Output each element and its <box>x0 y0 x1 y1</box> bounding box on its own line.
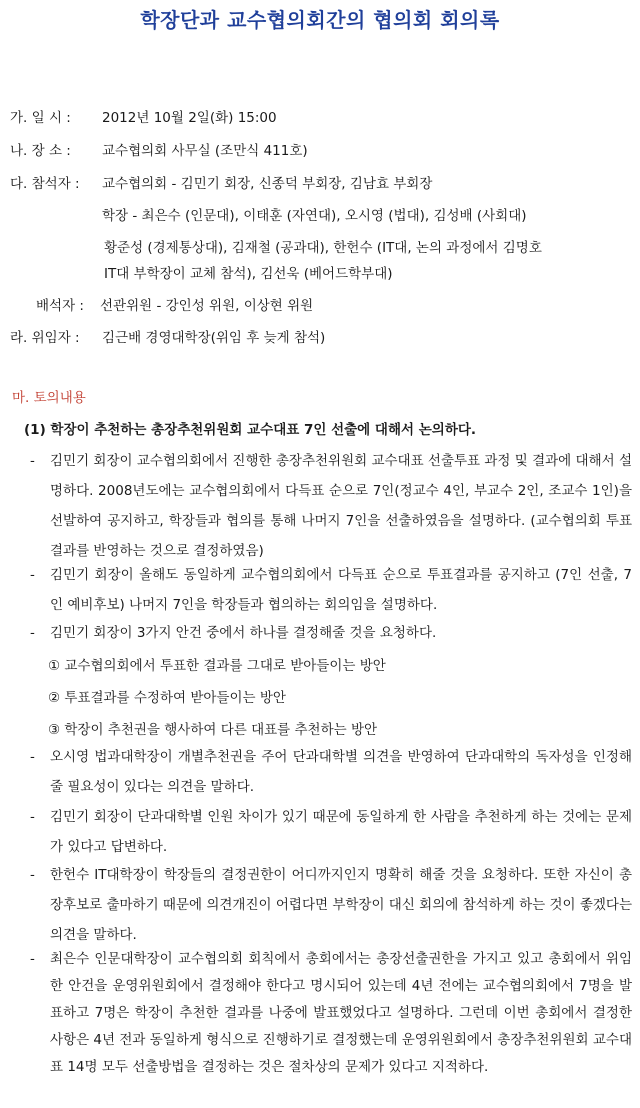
delegate-value: 김근배 경영대학장(위임 후 늦게 참석) <box>102 330 326 346</box>
bullet-dash: - <box>30 453 35 469</box>
discussion-item-text: 김민기 회장이 3가지 안건 중에서 하나를 결정해줄 것을 요청하다. <box>50 625 437 641</box>
discussion-item <box>30 560 632 620</box>
bullet-dash: - <box>30 625 35 641</box>
discussion-item-text: 김민기 회장이 단과대학별 인원 차이가 있기 때문에 동일하게 한 사람을 추천하게 하는 것에는 문제가 있다고 답변하다. <box>50 809 632 855</box>
meeting-time-row <box>10 106 277 126</box>
discussion-item <box>30 802 632 862</box>
place-value: 교수협의회 사무실 (조만식 411호) <box>102 143 308 159</box>
discussion-item-text: 김민기 회장이 교수협의회에서 진행한 총장추천위원회 교수대표 선출투표 과정 및 결과에 대해서 설명하다. 2008년도에는 교수협의회에서 다득표 순으로 7인(정교수 4인, 부교수 2인, 조교수 1인)을 선발하여 공지하고, 학장들과 협의를 통해 나머지 7인을 선출하였음을 설명하다. (교수협의회 투표결과를 반영하는 것으로 결정하였음) <box>50 453 632 559</box>
attendees-line: IT대 부학장이 교체 참석), 김선욱 (베어드학부대) <box>104 266 393 282</box>
bullet-dash: - <box>30 809 35 825</box>
absent-label: 배석자 : <box>36 298 84 314</box>
option-item: ② 투표결과를 수정하여 받아들이는 방안 <box>48 690 286 706</box>
delegate-label: 라. 위임자 : <box>10 330 80 346</box>
discussion-section-title: 마. 토의내용 <box>12 390 86 406</box>
discussion-item-text: 한헌수 IT대학장이 학장들의 결정권한이 어디까지인지 명확히 해줄 것을 요청하다. 또한 자신이 총장후보로 출마하기 때문에 의견개진이 어렵다면 부학장이 대신 회의에 참석하게 하는 것이 좋겠다는 의견을 말하다. <box>50 867 632 943</box>
delegate-row <box>10 326 325 346</box>
attendees-line: 학장 - 최은수 (인문대), 이태훈 (자연대), 오시영 (법대), 김성배 (사회대) <box>102 208 527 224</box>
discussion-item <box>30 742 632 802</box>
discussion-item <box>30 446 632 566</box>
bullet-dash: - <box>30 749 35 765</box>
place-label: 나. 장 소 : <box>10 143 71 159</box>
bullet-dash: - <box>30 951 35 967</box>
document-title: 학장단과 교수협의회간의 협의회 회의록 <box>140 8 500 32</box>
absent-row <box>36 294 313 314</box>
attendees-row <box>10 172 432 192</box>
absent-value: 선관위원 - 강인성 위원, 이상현 위원 <box>100 298 314 314</box>
discussion-item <box>30 618 632 648</box>
time-value: 2012년 10월 2일(화) 15:00 <box>102 110 277 126</box>
bullet-dash: - <box>30 567 35 583</box>
discussion-item-text: 김민기 회장이 올해도 동일하게 교수협의회에서 다득표 순으로 투표결과를 공지하고 (7인 선출, 7인 예비후보) 나머지 7인을 학장들과 협의하는 회의임을 설명하다. <box>50 567 632 613</box>
meeting-place-row <box>10 139 308 159</box>
discussion-item-text: 오시영 법과대학장이 개별추천권을 주어 단과대학별 의견을 반영하여 단과대학의 독자성을 인정해줄 필요성이 있다는 의견을 말하다. <box>50 749 632 795</box>
discussion-item <box>30 946 632 1081</box>
time-label: 가. 일 시 : <box>10 110 71 126</box>
attendees-line: 교수협의회 - 김민기 회장, 신종덕 부회장, 김남효 부회장 <box>102 176 433 192</box>
attendees-label: 다. 참석자 : <box>10 176 80 192</box>
attendees-line: 황준성 (경제통상대), 김재철 (공과대), 한헌수 (IT대, 논의 과정에서 김명호 <box>104 240 542 256</box>
agenda-subheading: (1) 학장이 추천하는 총장추천위원회 교수대표 7인 선출에 대해서 논의하다. <box>24 422 477 438</box>
discussion-item-text: 최은수 인문대학장이 교수협의회 회칙에서 총회에서는 총장선출권한을 가지고 있고 총회에서 위임한 안건을 운영위원회에서 결정해야 한다고 명시되어 있는데 4년 전에는 교수협의회에서 7명을 발표하고 7명은 학장이 추천한 결과를 나중에 발표했었다고 설명하다. 그런데 이번 총회에서 결정한 사항은 4년 전과 동일하게 형식으로 진행하기로 결정했는데 운영위원회에서 총장추천위원회 교수대표 14명 모두 선출방법을 결정하는 것은 절차상의 문제가 있다고 지적하다. <box>50 951 632 1075</box>
bullet-dash: - <box>30 867 35 883</box>
option-item: ③ 학장이 추천권을 행사하여 다른 대표를 추천하는 방안 <box>48 722 378 738</box>
option-item: ① 교수협의회에서 투표한 결과를 그대로 받아들이는 방안 <box>48 658 386 674</box>
discussion-item <box>30 860 632 950</box>
